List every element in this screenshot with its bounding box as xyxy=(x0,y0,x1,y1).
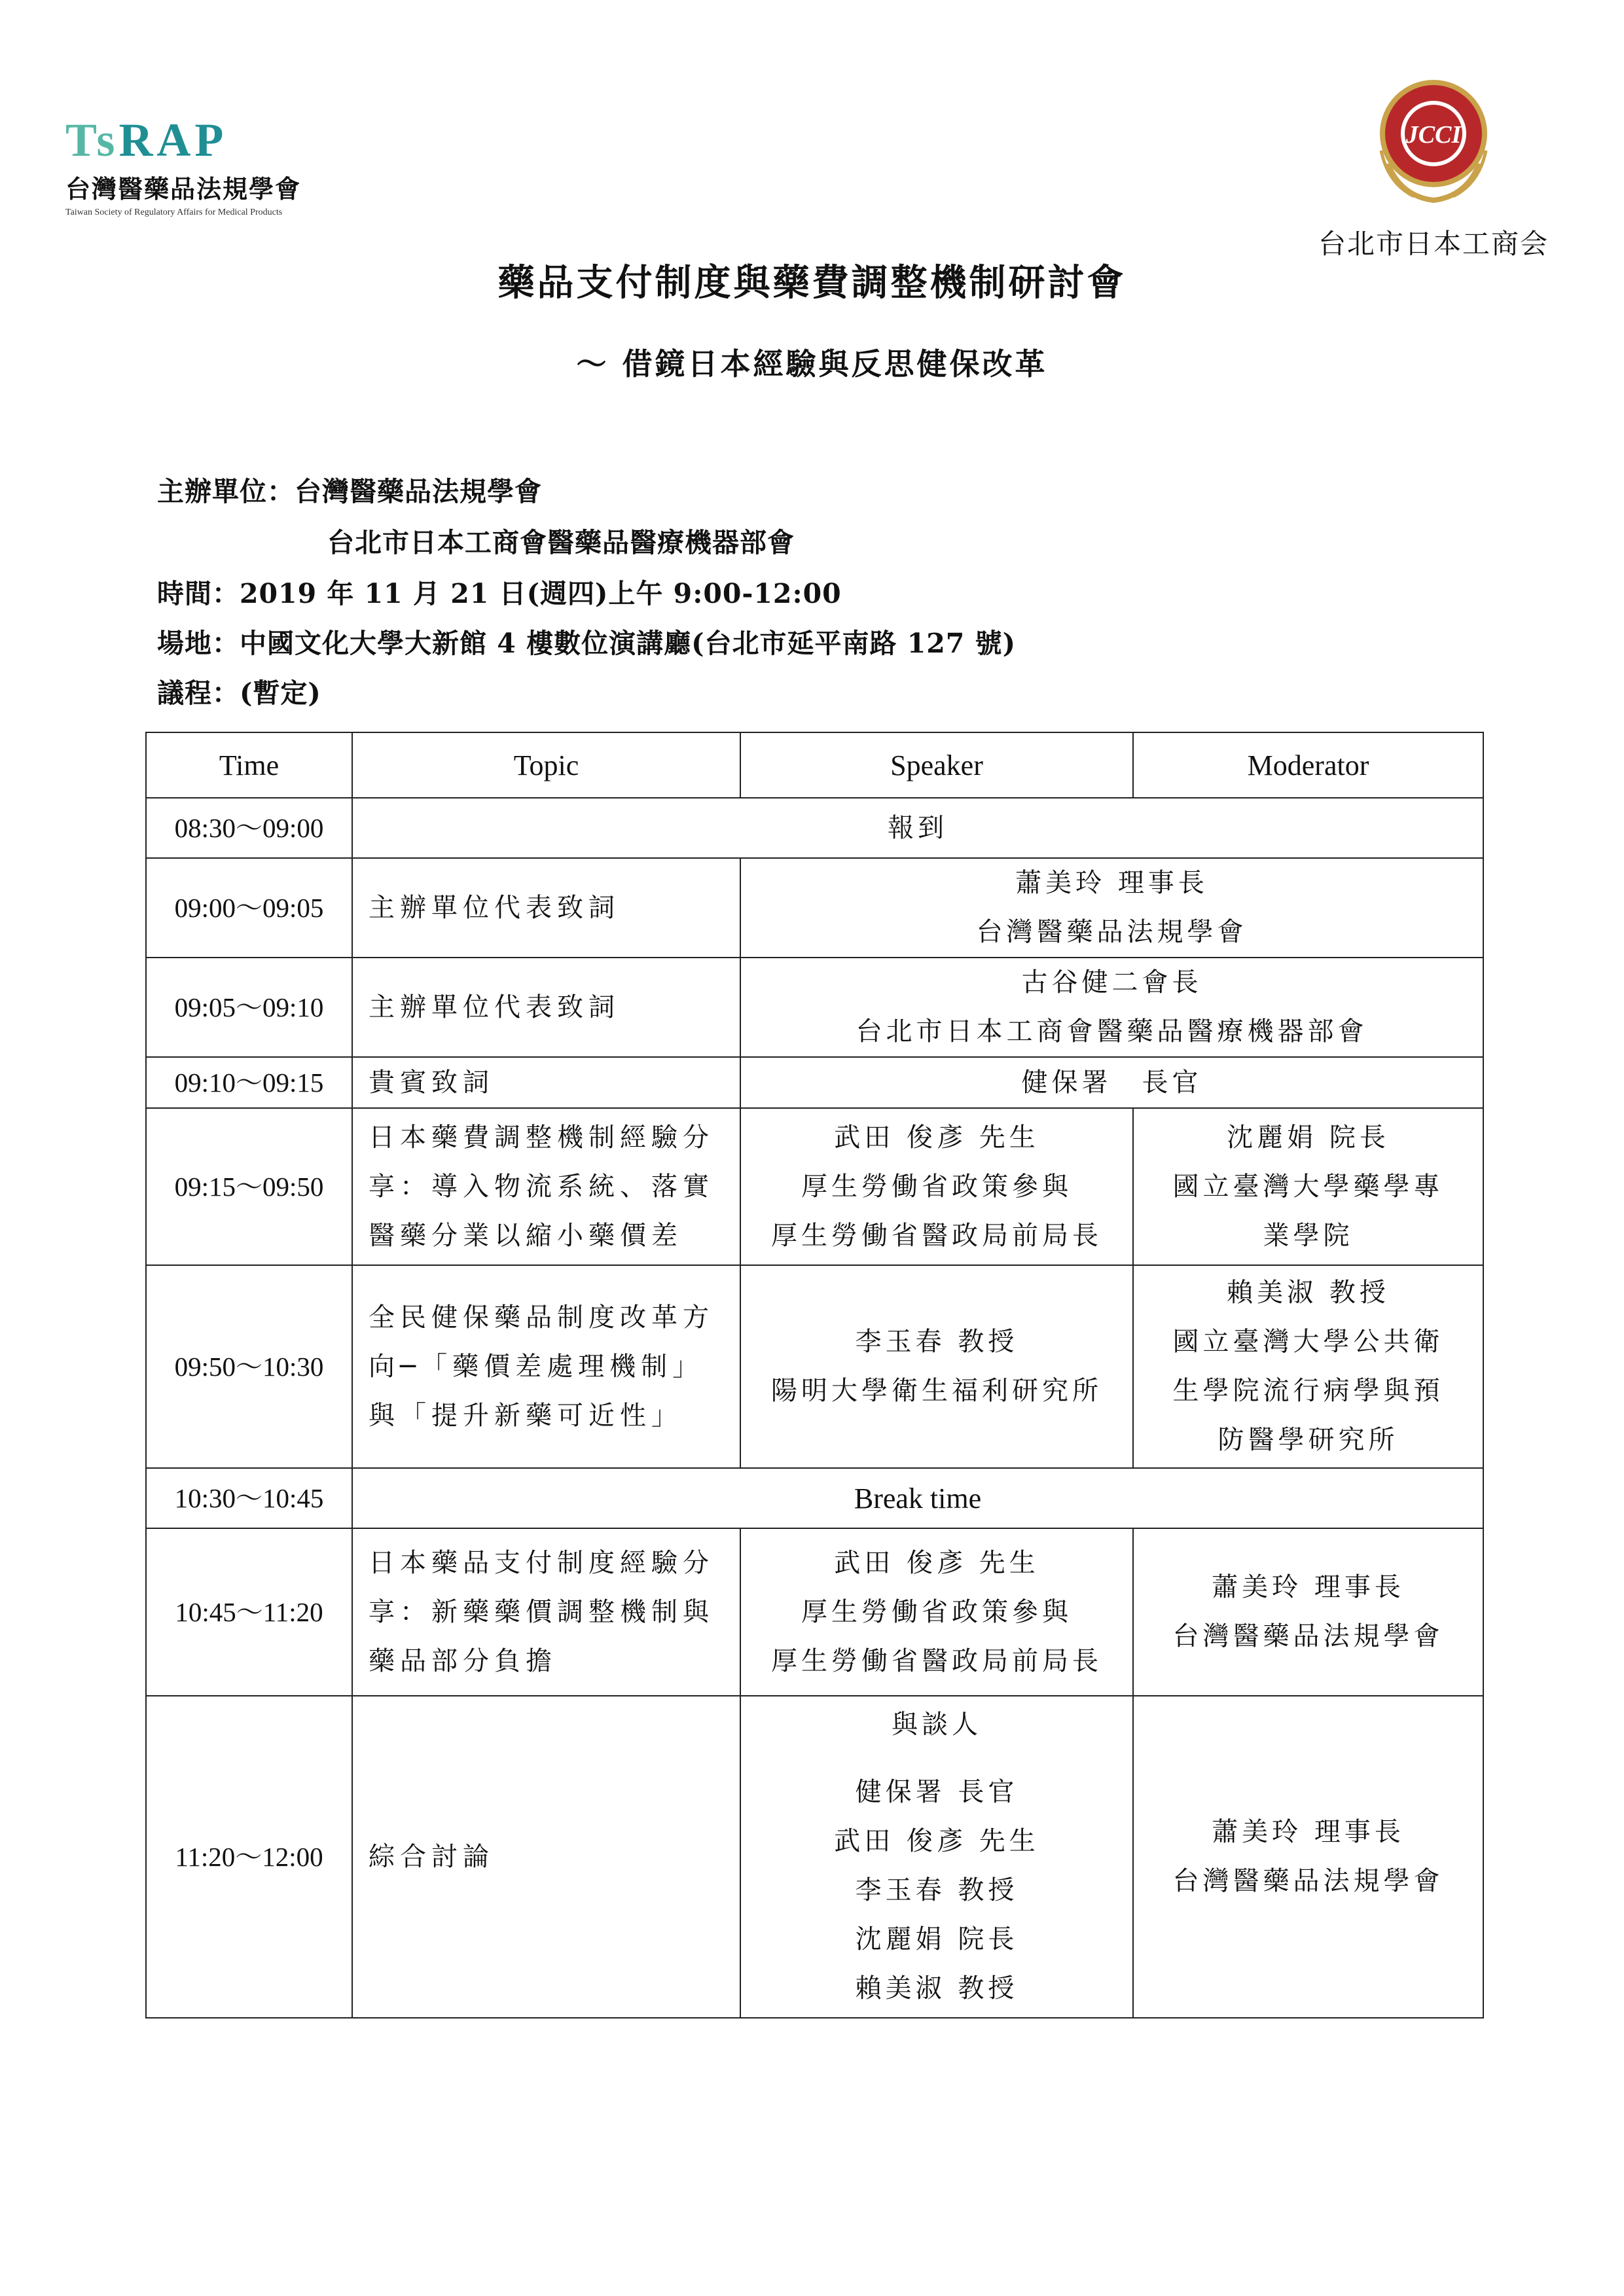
header-time: Time xyxy=(146,732,352,798)
venue-value: 中國文化大學大新館 4 樓數位演講廳(台北市延平南路 127 號) xyxy=(240,628,1017,659)
table-row xyxy=(146,958,1483,1057)
svg-text:JCCI: JCCI xyxy=(1405,121,1462,149)
cell-speaker: 武田 俊彥 先生 厚生勞働省政策參與 厚生勞働省醫政局前局長 xyxy=(740,1528,1133,1696)
cell-speaker: 古谷健二會長 台北市日本工商會醫藥品醫療機器部會 xyxy=(740,958,1483,1057)
agenda-line xyxy=(157,672,321,710)
cell-moderator: 蕭美玲 理事長 台灣醫藥品法規學會 xyxy=(1133,1696,1483,2018)
table-row xyxy=(146,798,1483,858)
cell-time: 09:10～09:15 xyxy=(146,1057,352,1108)
cell-speaker: 與談人 健保署 長官 武田 俊彥 先生 李玉春 教授 沈麗娟 院長 賴美淑 教授 xyxy=(740,1696,1133,2018)
table-header-row xyxy=(146,732,1483,798)
cell-topic: 綜合討論 xyxy=(352,1696,740,2018)
cell-topic: 主辦單位代表致詞 xyxy=(352,958,740,1057)
tsrap-logo xyxy=(65,114,367,218)
table-row xyxy=(146,858,1483,958)
table-row xyxy=(146,1528,1483,1696)
cell-moderator: 蕭美玲 理事長 台灣醫藥品法規學會 xyxy=(1133,1528,1483,1696)
cell-time: 09:00～09:05 xyxy=(146,858,352,958)
cell-merged: Break time xyxy=(352,1468,1483,1528)
cell-speaker: 蕭美玲 理事長 台灣醫藥品法規學會 xyxy=(740,858,1483,958)
organizer-2: 台北市日本工商會醫藥品醫療機器部會 xyxy=(327,527,795,558)
agenda-value: (暫定) xyxy=(240,677,321,709)
tsrap-wordmark: TsRAP xyxy=(65,114,228,166)
jcci-seal-icon xyxy=(1362,65,1506,209)
cell-moderator: 賴美淑 教授 國立臺灣大學公共衛 生學院流行病學與預 防醫學研究所 xyxy=(1133,1265,1483,1468)
organizer-line-2 xyxy=(327,521,795,560)
cell-topic: 主辦單位代表致詞 xyxy=(352,858,740,958)
organizer-label: 主辦單位： xyxy=(157,476,295,507)
table-row xyxy=(146,1108,1483,1265)
tsrap-name-cn: 台灣醫藥品法規學會 xyxy=(65,175,302,204)
cell-speaker: 李玉春 教授 陽明大學衛生福利研究所 xyxy=(740,1265,1133,1468)
agenda-table xyxy=(145,732,1484,2018)
cell-time: 10:45～11:20 xyxy=(146,1528,352,1696)
cell-time: 08:30～09:00 xyxy=(146,798,352,858)
tsrap-name-en: Taiwan Society of Regulatory Affairs for Medical Products xyxy=(65,207,283,217)
agenda-label: 議程： xyxy=(157,677,240,709)
time-label: 時間： xyxy=(157,578,240,609)
cell-moderator: 沈麗娟 院長 國立臺灣大學藥學專 業學院 xyxy=(1133,1108,1483,1265)
header-moderator: Moderator xyxy=(1133,732,1483,798)
cell-time: 11:20～12:00 xyxy=(146,1696,352,2018)
page-title: 藥品支付制度與藥費調整機制研討會 xyxy=(497,261,1127,304)
header-speaker: Speaker xyxy=(740,732,1133,798)
cell-merged: 報到 xyxy=(352,798,1483,858)
table-row xyxy=(146,1696,1483,2018)
time-value: 2019 年 11 月 21 日(週四)上午 9:00-12:00 xyxy=(240,578,842,609)
cell-topic: 日本藥品支付制度經驗分 享：新藥藥價調整機制與 藥品部分負擔 xyxy=(352,1528,740,1696)
jcci-name: 台北市日本工商会 xyxy=(1318,228,1549,260)
page-subtitle: ～ 借鏡日本經驗與反思健保改革 xyxy=(576,346,1048,382)
jcci-logo xyxy=(1296,65,1571,262)
cell-time: 09:05～09:10 xyxy=(146,958,352,1057)
cell-topic: 日本藥費調整機制經驗分 享：導入物流系統、落實 醫藥分業以縮小藥價差 xyxy=(352,1108,740,1265)
cell-speaker: 武田 俊彥 先生 厚生勞働省政策參與 厚生勞働省醫政局前局長 xyxy=(740,1108,1133,1265)
venue-line xyxy=(157,622,1016,660)
table-row xyxy=(146,1057,1483,1108)
cell-topic: 貴賓致詞 xyxy=(352,1057,740,1108)
header-topic: Topic xyxy=(352,732,740,798)
cell-topic: 全民健保藥品制度改革方 向─「藥價差處理機制」 與「提升新藥可近性」 xyxy=(352,1265,740,1468)
time-line xyxy=(157,572,842,611)
organizer-line xyxy=(157,470,542,509)
cell-speaker: 健保署 長官 xyxy=(740,1057,1483,1108)
cell-time: 09:50～10:30 xyxy=(146,1265,352,1468)
cell-time: 10:30～10:45 xyxy=(146,1468,352,1528)
venue-label: 場地： xyxy=(157,628,240,659)
table-row xyxy=(146,1468,1483,1528)
table-row xyxy=(146,1265,1483,1468)
cell-time: 09:15～09:50 xyxy=(146,1108,352,1265)
organizer-1: 台灣醫藥品法規學會 xyxy=(295,476,542,507)
